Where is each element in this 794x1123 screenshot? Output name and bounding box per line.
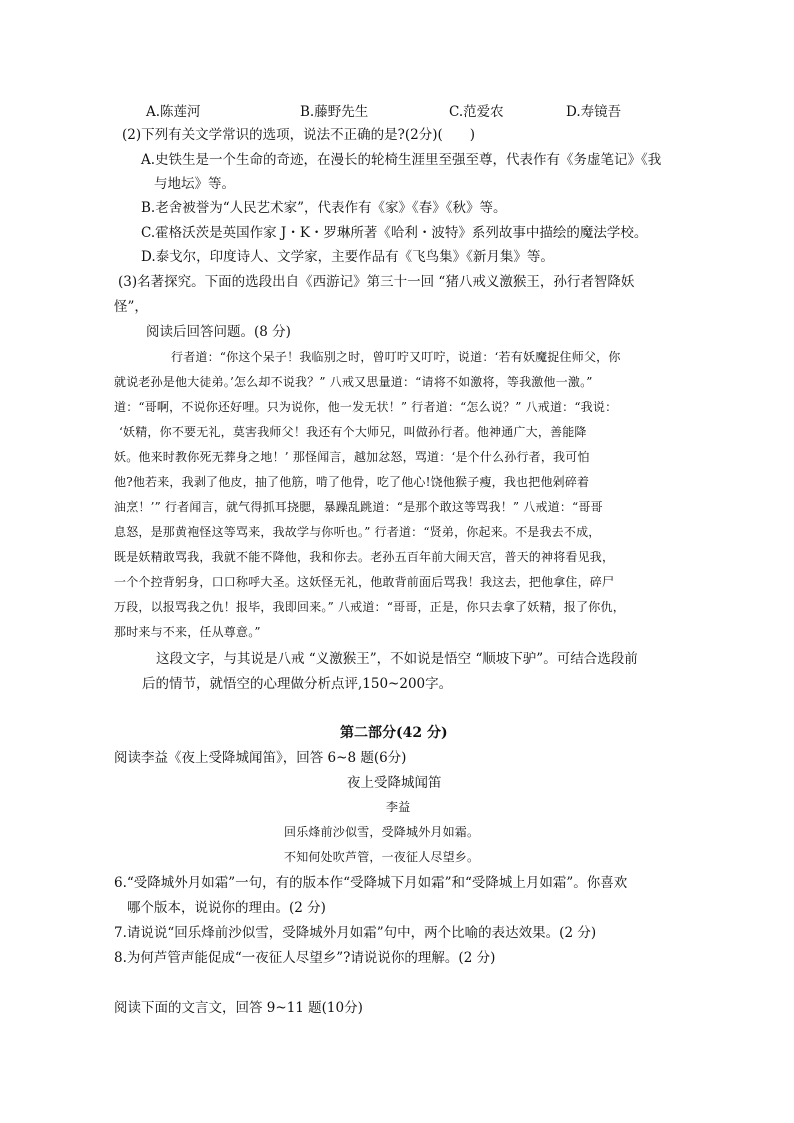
q3-stem-line1: (3)名著探究。下面的选段出自《西游记》第三十一回 “猪八戒义激猴王，孙行者智降妖 bbox=[118, 274, 635, 290]
passage-line: 道：“哥啊，不说你还好哩。只为说你，他一发无状！” 行者道：“怎么说？” 八戒道：“我说： bbox=[114, 400, 618, 414]
poem-author: 李益 bbox=[386, 800, 411, 814]
q7: 7.请说说“回乐烽前沙似雪，受降城外月如霜”句中，两个比喻的表达效果。(2 分) bbox=[114, 925, 597, 941]
q2-stem: (2)下列有关文学常识的选项，说法不正确的是?(2分)( ) bbox=[122, 127, 476, 143]
q3-task-line1: 这段文字，与其说是八戒 “义激猴王”，不如说是悟空 “顺坡下驴”。可结合选段前 bbox=[156, 651, 638, 667]
passage-line: ‘妖精，你不要无礼，莫害我师父！我还有个大师兄，叫做孙行者。他神通广大，善能降 bbox=[119, 425, 587, 439]
passage-line: 行者道：“你这个呆子！我临别之时，曾叮咛又叮咛，说道：‘若有妖魔捉住师父，你 bbox=[171, 350, 621, 364]
poem-title: 夜上受降城闻笛 bbox=[347, 775, 442, 791]
q3-stem-line2: 怪”， bbox=[114, 299, 148, 315]
poem-intro: 阅读李益《夜上受降城闻笛》，回答 6~8 题(6分) bbox=[114, 750, 407, 766]
passage-line: 那时来与不来，任从尊意。” bbox=[114, 625, 261, 639]
classical-intro: 阅读下面的文言文，回答 9~11 题(10分) bbox=[114, 1000, 363, 1016]
passage-line: 油烹！’” 行者闻言，就气得抓耳挠腮，暴躁乱跳道：“是那个敢这等骂我！” 八戒道：“哥哥 bbox=[114, 500, 603, 514]
passage-line: 既是妖精敢骂我，我就不能不降他，我和你去。老孙五百年前大闹天宫，普天的神将看见我， bbox=[114, 550, 615, 564]
q2-option-a-line1: A.史铁生是一个生命的奇迹，在漫长的轮椅生涯里至强至尊，代表作有《务虚笔记》《我 bbox=[141, 152, 662, 168]
q3-instruction: 阅读后回答问题。(8 分) bbox=[146, 324, 291, 340]
q2-option-a-line2: 与地坛》等。 bbox=[154, 176, 235, 192]
passage-line: 息怒，是那黄袍怪这等骂来，我故学与你听也。” 行者道：“贤弟，你起来。不是我去不成， bbox=[114, 525, 601, 539]
poem-line: 回乐烽前沙似雪，受降城外月如霜。 bbox=[284, 825, 480, 839]
passage-line: 就说老孙是他大徒弟。’怎么却不说我？” 八戒又思量道：“请将不如激将，等我激他一激。” bbox=[114, 375, 593, 389]
q2-option-d: D.泰戈尔，印度诗人、文学家，主要作品有《飞鸟集》《新月集》等。 bbox=[141, 249, 554, 265]
passage-line: 妖。他来时教你死无葬身之地！’ 那怪闻言，越加忿怒，骂道：‘是个什么孙行者，我可怕 bbox=[114, 450, 590, 464]
passage-line: 万段，以报骂我之仇！报毕，我即回来。” 八戒道：“哥哥，正是，你只去拿了妖精，报了你仇， bbox=[114, 600, 625, 614]
q6-line2: 哪个版本，说说你的理由。(2 分) bbox=[127, 900, 326, 916]
q3-task-line2: 后的情节，就悟空的心理做分析点评,150~200字。 bbox=[142, 676, 453, 692]
section-title: 第二部分(42 分) bbox=[340, 725, 448, 741]
q8: 8.为何芦管声能促成“一夜征人尽望乡”?请说说你的理解。(2 分) bbox=[114, 950, 496, 966]
q6-line1: 6.“受降城外月如霜”一句，有的版本作“受降城下月如霜”和“受降城上月如霜”。你喜欢 bbox=[114, 875, 628, 891]
passage-line: 一个个控背躬身，口口称呼大圣。这妖怪无礼，他敢背前面后骂我！我这去，把他拿住，碎尸 bbox=[114, 575, 615, 589]
poem-line: 不知何处吹芦管，一夜征人尽望乡。 bbox=[284, 850, 480, 864]
q2-option-b: B.老舍被誉为“人民艺术家”，代表作有《家》《春》《秋》等。 bbox=[141, 200, 507, 216]
option-b: B.藤野先生 bbox=[300, 104, 369, 120]
option-d: D.寿镜吾 bbox=[566, 104, 622, 120]
option-a: A.陈莲河 bbox=[146, 104, 201, 120]
passage-line: 他?他若来，我剥了他皮，抽了他筋，啃了他骨，吃了他心!饶他猴子瘦，我也把他剁碎着 bbox=[114, 475, 590, 489]
option-c: C.范爱农 bbox=[449, 104, 504, 120]
q2-option-c: C.霍格沃茨是英国作家 J・K・罗琳所著《哈利・波特》系列故事中描绘的魔法学校。 bbox=[141, 225, 648, 241]
